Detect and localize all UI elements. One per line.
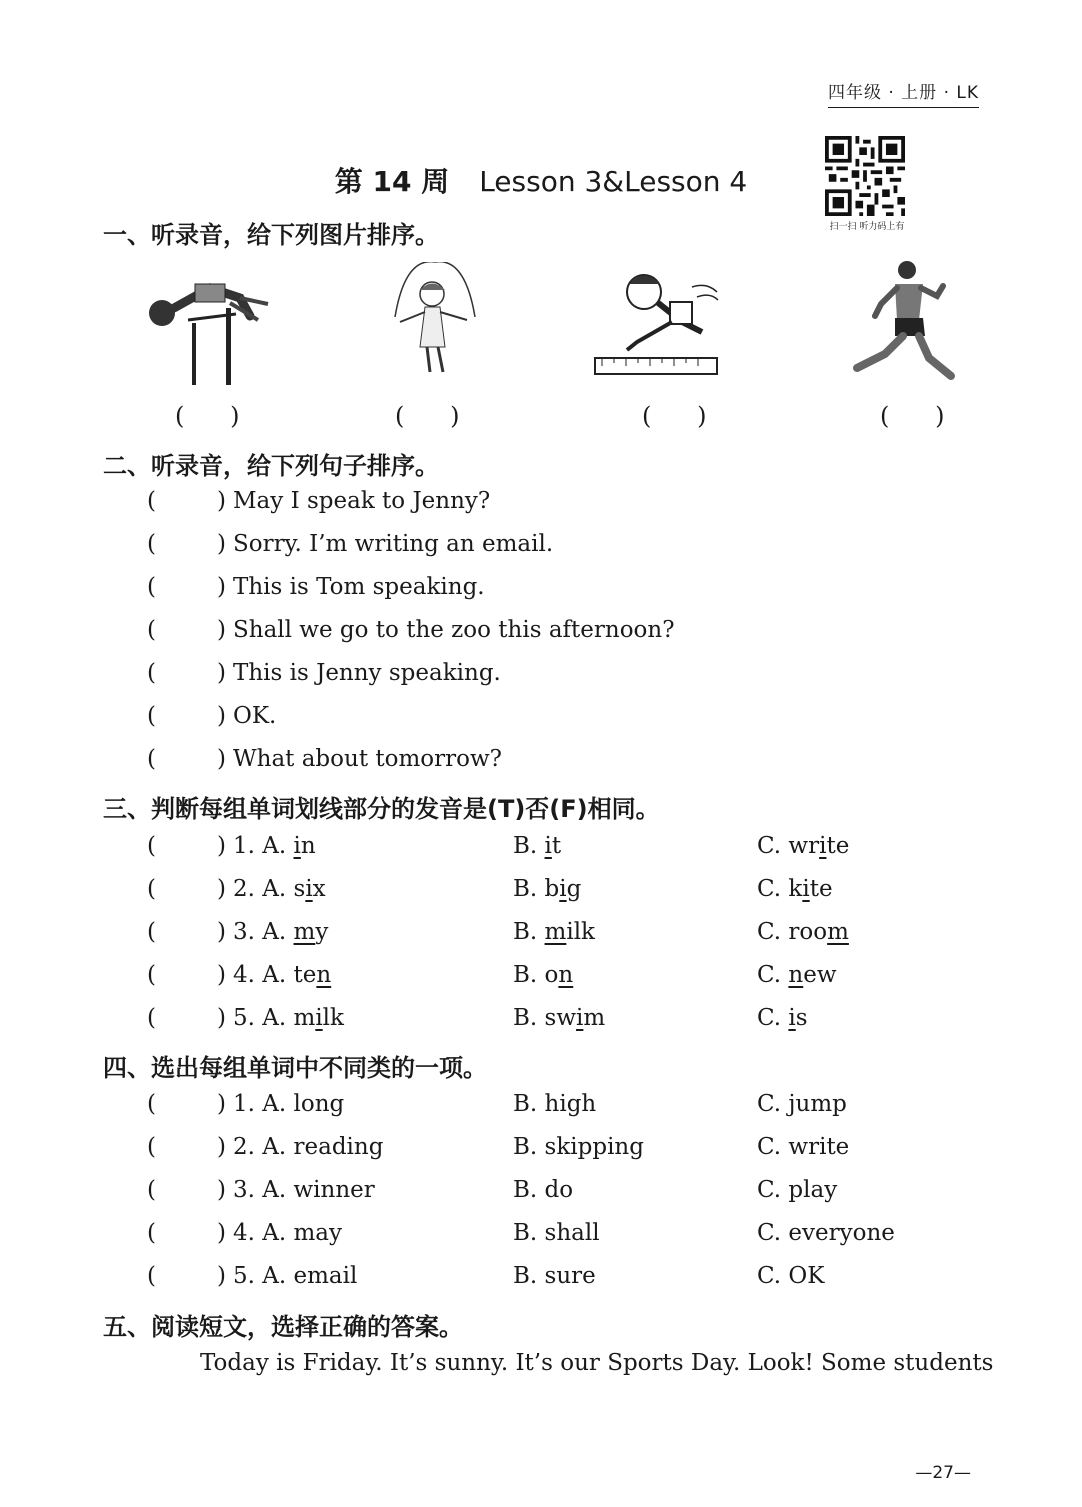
- week-label: 第 14 周: [334, 165, 450, 198]
- answer-blank[interactable]: ( ): [880, 402, 945, 430]
- skipping-rope-icon: [385, 262, 485, 387]
- qr-caption: 扫一扫 听力码上有: [829, 222, 905, 232]
- page-number: —27—: [915, 1463, 971, 1483]
- section3-heading: 三、判断每组单词划线部分的发音是(T)否(F)相同。: [103, 795, 660, 823]
- answer-blank[interactable]: ( ): [395, 402, 460, 430]
- high-jump-icon: [140, 268, 275, 388]
- page-title: [0, 160, 1082, 200]
- reading-passage: Today is Friday. It’s sunny. It’s our Sports Day. Look! Some students: [200, 1350, 994, 1376]
- answer-blank[interactable]: ( ): [642, 402, 707, 430]
- section1-heading: 一、听录音，给下列图片排序。: [103, 221, 439, 249]
- answer-blank[interactable]: ( ): [175, 402, 240, 430]
- section4-heading: 四、选出每组单词中不同类的一项。: [103, 1054, 487, 1082]
- grade-tag: 四年级 · 上册 · LK: [828, 78, 979, 108]
- lesson-label: Lesson 3&Lesson 4: [479, 165, 748, 198]
- running-man-icon: [845, 258, 970, 386]
- section2-heading: 二、听录音，给下列句子排序。: [103, 452, 439, 480]
- long-jump-icon: [592, 262, 722, 382]
- section5-heading: 五、阅读短文，选择正确的答案。: [103, 1313, 463, 1341]
- qr-code-icon[interactable]: [825, 136, 905, 216]
